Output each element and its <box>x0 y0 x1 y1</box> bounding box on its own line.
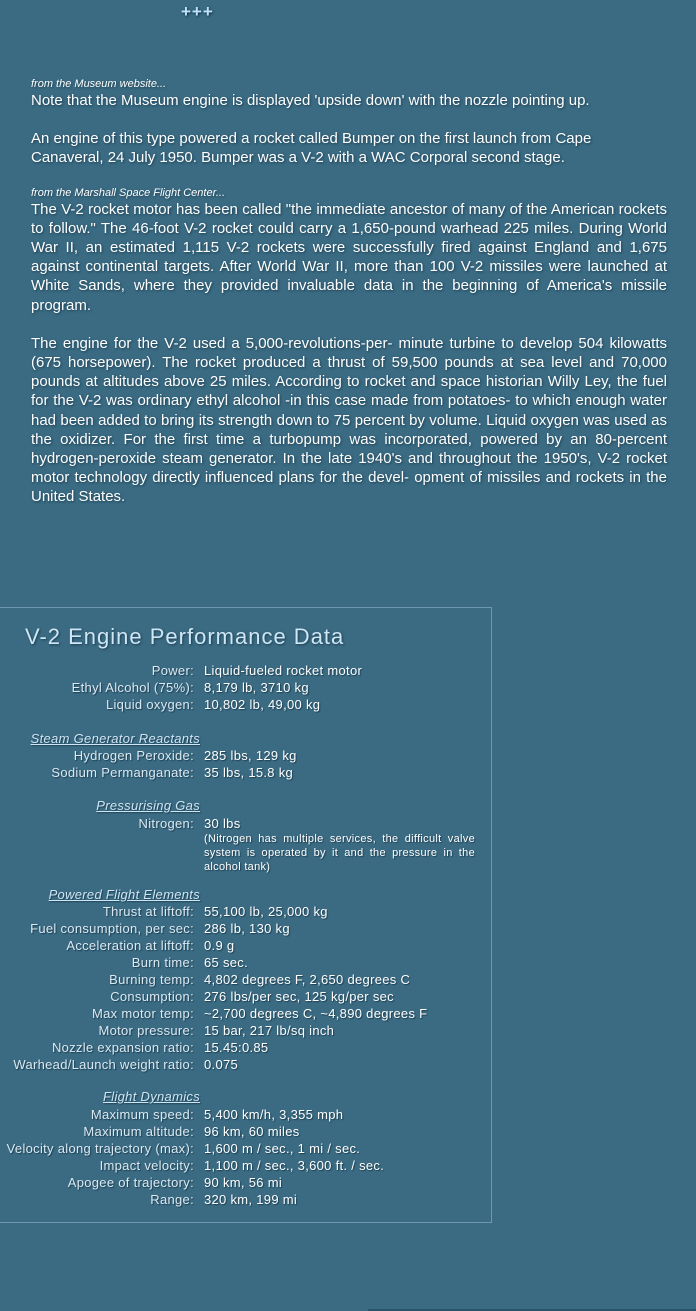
row-label: Acceleration at liftoff: <box>66 938 194 953</box>
row-label: Burn time: <box>131 955 194 970</box>
row-value: 35 lbs, 15.8 kg <box>204 765 294 780</box>
decorative-plus-signs: +++ <box>181 2 214 21</box>
row-label: Max motor temp: <box>91 1006 194 1021</box>
msfc-paragraph-2: The engine for the V-2 used a 5,000-revolutions-per- minute turbine to develop 504 kilowatts (675 horsepower). The rocket produced a thrust of 59,500 pounds at sea level and 70,000 pounds at altitudes above 25 miles. According to rocket and space historian Willy Ley, the fuel for the V-2 was ordinary ethyl alcohol -in this case made from potatoes- to which enough water had been added to bring its strength down to 75 percent by volume. Liquid oxygen was used as the oxidizer. For the first time a turbopump was incorporated, powered by an 80-percent hydrogen-peroxide steam generator. In the late 1940's and throughout the 1950's, V-2 rocket motor technology directly influenced plans for the devel- opment of missiles and rockets in the United States. <box>31 334 667 506</box>
row-value: 320 km, 199 mi <box>204 1192 298 1207</box>
row-value: 15.45:0.85 <box>204 1040 269 1055</box>
row-label: Liquid oxygen: <box>105 697 194 712</box>
row-label: Range: <box>150 1192 194 1207</box>
msfc-source-note: from the Marshall Space Flight Center... <box>31 186 226 199</box>
row-label: Impact velocity: <box>99 1158 194 1173</box>
row-label: Apogee of trajectory: <box>67 1175 194 1190</box>
row-label: Hydrogen Peroxide: <box>73 748 194 763</box>
article-text <box>31 77 667 507</box>
row-value: Liquid-fueled rocket motor <box>204 663 363 678</box>
row-value: 285 lbs, 129 kg <box>204 748 297 763</box>
row-value: 65 sec. <box>204 955 249 970</box>
row-label: Motor pressure: <box>98 1023 194 1038</box>
row-label: Fuel consumption, per sec: <box>30 921 194 936</box>
museum-paragraph-1: Note that the Museum engine is displayed 'upside down' with the nozzle pointing up. <box>31 92 590 109</box>
row-value: 0.075 <box>204 1057 239 1072</box>
nitrogen-note: (Nitrogen has multiple services, the difficult valve system is operated by it and the pressure in the alcohol tank) <box>204 833 475 873</box>
row-value: 15 bar, 217 lb/sq inch <box>204 1023 335 1038</box>
row-value: 8,179 lb, 3710 kg <box>204 680 309 695</box>
row-label: Thrust at liftoff: <box>102 904 194 919</box>
row-label: Burning temp: <box>109 972 194 987</box>
row-label: Maximum speed: <box>90 1107 194 1122</box>
row-value: 0.9 g <box>204 938 235 953</box>
row-value: 10,802 lb, 49,00 kg <box>204 697 321 712</box>
museum-paragraph-2: An engine of this type powered a rocket called Bumper on the first launch from Cape Canaveral, 24 July 1950. Bumper was a V-2 with a WAC Corporal second stage. <box>31 130 592 167</box>
row-value: 4,802 degrees F, 2,650 degrees C <box>204 972 411 987</box>
row-value: 1,600 m / sec., 1 mi / sec. <box>204 1141 361 1156</box>
row-value: 5,400 km/h, 3,355 mph <box>204 1107 344 1122</box>
row-label: Velocity along trajectory (max): <box>6 1141 194 1156</box>
row-label: Sodium Permanganate: <box>51 765 194 780</box>
museum-source-note: from the Museum website... <box>31 78 167 90</box>
row-value: 96 km, 60 miles <box>204 1124 300 1139</box>
section-steam-generator: Steam Generator Reactants <box>30 731 200 746</box>
msfc-paragraph-1: The V-2 rocket motor has been called "the immediate ancestor of many of the American rockets to follow." The 46-foot V-2 rocket could carry a 1,650-pound warhead 225 miles. During World War II, an estimated 1,115 V-2 rockets were successfully fired against England and 1,675 against continental targets. After World War II, more than 100 V-2 missiles were launched at White Sands, where they provided invaluable data in the beginning of America's missile program. <box>31 200 667 314</box>
row-label: Power: <box>151 663 194 678</box>
row-value: 286 lb, 130 kg <box>204 921 290 936</box>
row-label: Warhead/Launch weight ratio: <box>13 1057 194 1072</box>
row-label: Nitrogen: <box>138 816 194 831</box>
performance-data-title: V-2 Engine Performance Data <box>25 624 345 649</box>
row-label: Maximum altitude: <box>83 1124 194 1139</box>
row-label: Nozzle expansion ratio: <box>51 1040 194 1055</box>
row-value: 55,100 lb, 25,000 kg <box>204 904 328 919</box>
row-label: Ethyl Alcohol (75%): <box>71 680 194 695</box>
row-value: 90 km, 56 mi <box>204 1175 283 1190</box>
section-pressurising-gas: Pressurising Gas <box>96 798 200 813</box>
row-value: 1,100 m / sec., 3,600 ft. / sec. <box>204 1158 385 1173</box>
row-value: ~2,700 degrees C, ~4,890 degrees F <box>204 1006 428 1021</box>
row-value: 30 lbs <box>204 816 241 831</box>
section-powered-flight: Powered Flight Elements <box>48 887 200 902</box>
section-flight-dynamics: Flight Dynamics <box>103 1089 200 1104</box>
row-value: 276 lbs/per sec, 125 kg/per sec <box>204 989 394 1004</box>
row-label: Consumption: <box>110 989 194 1004</box>
